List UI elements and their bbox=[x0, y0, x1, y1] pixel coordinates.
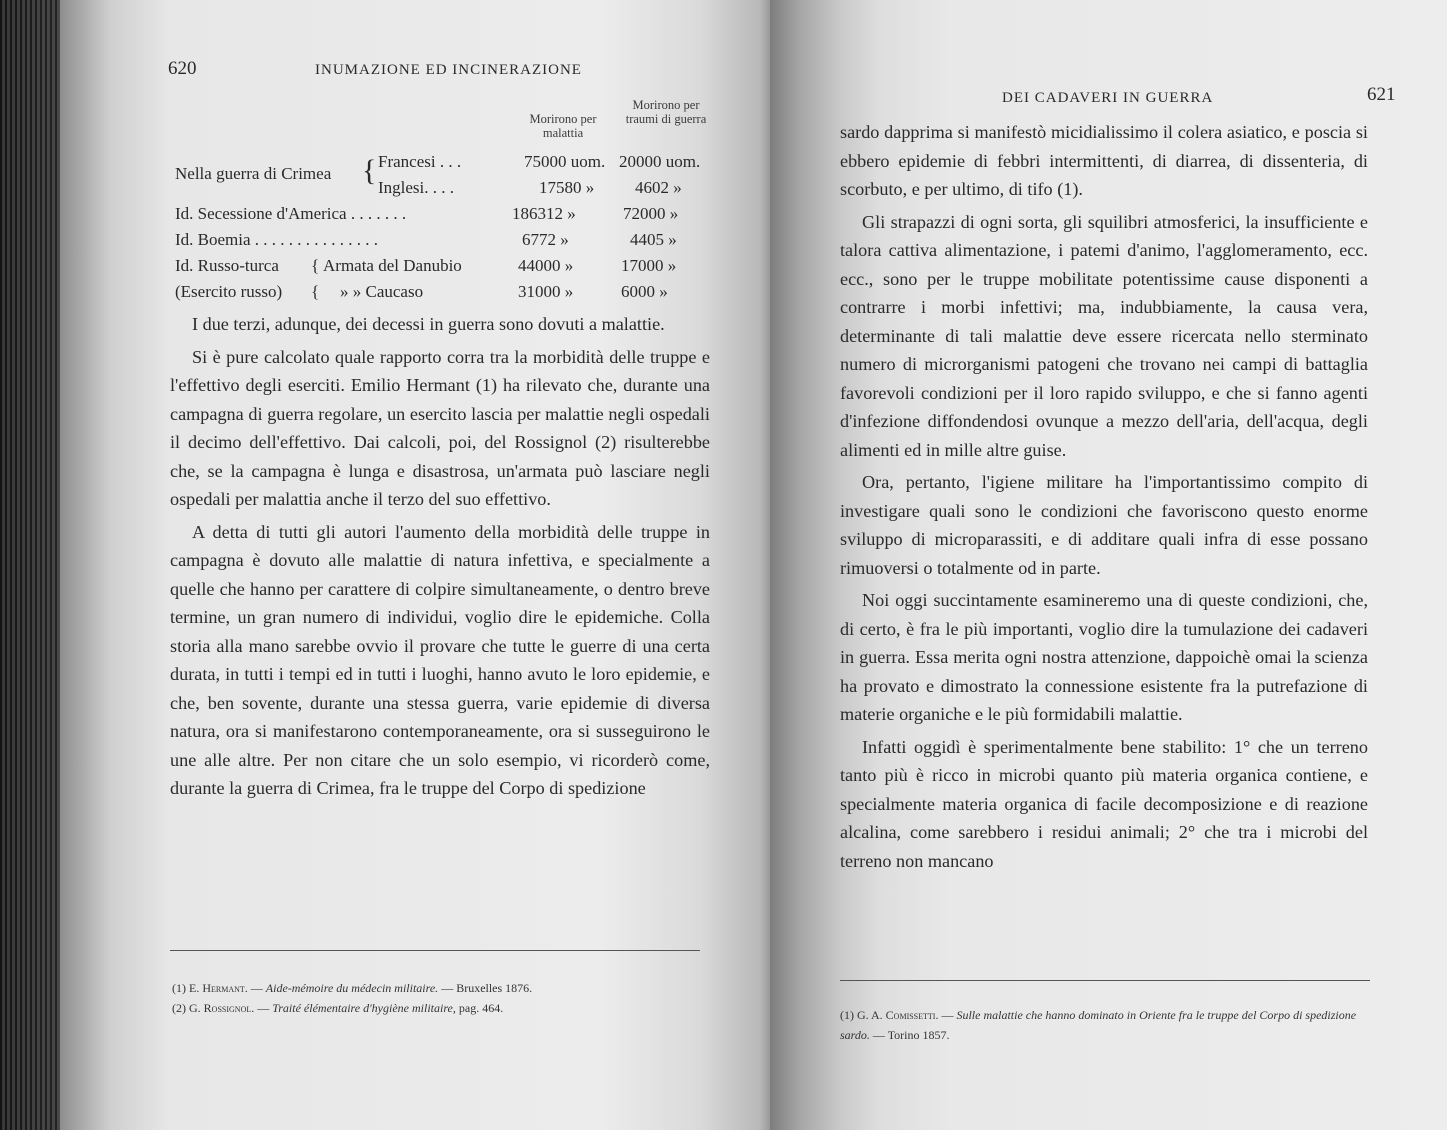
brace: { bbox=[311, 256, 320, 275]
left-body-text bbox=[170, 310, 710, 803]
table-row-crimea bbox=[175, 152, 715, 202]
paragraph: Ora, pertanto, l'igiene militare ha l'importantissimo compito di investigare quali sono le condizioni che favoriscono questo enorme sviluppo di microparassiti, e di additare quali infra di esse possano rimuoversi o totalmente od in parte. bbox=[840, 472, 1368, 578]
row-label: Inglesi. . . . bbox=[378, 178, 455, 197]
footnote-rest: — Torino 1857. bbox=[872, 1028, 950, 1042]
row-value-2: 72000 » bbox=[623, 204, 679, 223]
crimea-label: Nella guerra di Crimea bbox=[175, 164, 332, 183]
footnote-rest: pag. 464. bbox=[458, 1001, 504, 1015]
right-body-text bbox=[840, 118, 1368, 875]
row-value-1: 6772 » bbox=[522, 230, 569, 249]
paragraph: Gli strapazzi di ogni sorta, gli squilibri atmosferici, la insufficiente e talora cattiva alimentazione, i patemi d'animo, l'agglomeramento, ecc. ecc., sono per le truppe mobilitate potentissime cause disponenti a contrarre i morbi infettivi; ma, indubbiamente, la causa vera, determinante di tali malattie deve essere ricercata nello sterminato numero di microrganismi patogeni che trovano nei campi di battaglia favorevoli condizioni per il loro rapido sviluppo, e che si fanno agenti d'infezione diffondendosi ovunque a mezzo dell'aria, dell'acqua, degli alimenti ed in mille altre guise. bbox=[840, 211, 1368, 460]
paragraph: I due terzi, adunque, dei decessi in guerra sono dovuti a malattie. bbox=[192, 314, 665, 334]
row-label: Francesi . . . bbox=[378, 152, 462, 171]
row-value-1: 31000 » bbox=[518, 282, 574, 301]
footnote-mark: (1) bbox=[840, 1008, 854, 1022]
paragraph: Infatti oggidì è sperimentalmente bene stabilito: 1° che un terreno tanto più è ricco in microbi quanto più materia organica contiene, e specialmente materia organica di facile decomposizione e di reazione alcalina, come sarebbero i residui animali; 2° che tra i microbi del terreno non mancano bbox=[840, 736, 1368, 871]
row-value-1: 17580 » bbox=[539, 178, 595, 197]
row-value-2: 6000 » bbox=[621, 282, 668, 301]
right-page bbox=[770, 0, 1447, 1130]
brace: { bbox=[311, 282, 320, 301]
right-running-head: DEI CADAVERI IN GUERRA bbox=[1002, 90, 1214, 106]
paragraph: A detta di tutti gli autori l'aumento della morbidità delle truppe in campagna è dovuto alle malattie di natura infettiva, e specialmente a quelle che hanno per carattere di colpire simultaneamente, o dentro breve termine, un gran numero di individui, voglio dire le epidemiche. Colla storia alla mano sarebbe ovvio il provare che tutte le guerre di una certa durata, in tutti i tempi ed in tutti i luoghi, hanno avuto le loro epidemie, e che, ben sovente, durante una stessa guerra, varie epidemie di diversa natura, ora si manifestarono contemporaneamente, ora si susseguirono le une alle altre. Per non citare che un solo esempio, vi ricorderò come, durante la guerra di Crimea, fra le truppe del Corpo di spedizione bbox=[170, 521, 710, 798]
left-running-head: INUMAZIONE ED INCINERAZIONE bbox=[315, 62, 582, 78]
row-value-2: 4602 » bbox=[635, 178, 682, 197]
footnote-title: Aide-mémoire du médecin militaire. bbox=[265, 981, 439, 995]
paragraph: sardo dapprima si manifestò micidialissimo il colera asiatico, e poscia si ebbero epidemie di febbri intermittenti, di diarrea, di dissenteria, di scorbuto, e per ultimo, di tifo (1). bbox=[840, 122, 1368, 199]
footnote-rule bbox=[840, 980, 1370, 981]
row-value-2: 20000 uom. bbox=[619, 152, 701, 171]
footnote-rule bbox=[170, 950, 700, 951]
row-value-2: 4405 » bbox=[630, 230, 677, 249]
table-row bbox=[175, 256, 715, 282]
table-row bbox=[175, 204, 715, 230]
row-label: Id. Boemia . . . . . . . . . . . . . . . bbox=[175, 230, 379, 249]
footnote-title: Sulle malattie che hanno dominato in Oriente fra le truppe del Corpo di spedizione sardo. bbox=[840, 1008, 1357, 1042]
row-value-1: 75000 uom. bbox=[524, 152, 606, 171]
footnote: (1) E. Hermant. — Aide-mémoire du médecin militaire. — Bruxelles 1876. bbox=[172, 981, 533, 995]
paragraph: Noi oggi succintamente esamineremo una di queste condizioni, che, di certo, è fra le più importanti, voglio dire la tumulazione dei cadaveri in guerra. Essa merita ogni nostra attenzione, dappoichè omai la scienza ha provato e dimostrato la connessione esistente fra la putrefazione di materie organiche e le più formidabili malattie. bbox=[840, 590, 1368, 724]
brace: { bbox=[362, 154, 377, 187]
row-sublabel: Armata del Danubio bbox=[323, 256, 462, 275]
col2-header: Morirono per traumi di guerra bbox=[625, 98, 707, 126]
footnote-title: Traité élémentaire d'hygiène militaire, bbox=[272, 1001, 456, 1015]
footnote-rest: — Bruxelles 1876. bbox=[441, 981, 533, 995]
row-value-2: 17000 » bbox=[621, 256, 677, 275]
col1-header: Morirono per malattia bbox=[529, 112, 597, 140]
paragraph: Si è pure calcolato quale rapporto corra tra la morbidità delle truppe e l'effettivo degli eserciti. Emilio Hermant (1) ha rilevato che, durante una campagna di guerra regolare, un esercito lascia per malattie negli ospedali il decimo dell'effettivo. Dai calcoli, poi, del Rossignol (2) risulterebbe che, se la campagna è lunga e disastrosa, un'armata può lasciare negli ospedali per malattia anche il terzo del suo effettivo. bbox=[170, 346, 710, 509]
footnote: (1) G. A. Comissetti. — Sulle malattie che hanno dominato in Oriente fra le truppe del Corpo di spedizione sardo. — Torino 1857. bbox=[840, 1008, 1357, 1042]
row-label: Id. Secessione d'America . . . . . . . bbox=[175, 204, 407, 223]
row-value-1: 186312 » bbox=[512, 204, 576, 223]
right-page-number: 621 bbox=[1367, 84, 1396, 105]
row-sublabel: » » Caucaso bbox=[340, 282, 424, 301]
footnote-author: E. Hermant. bbox=[189, 981, 248, 995]
row-label: Id. Russo-turca bbox=[175, 256, 279, 275]
table-row bbox=[175, 230, 715, 256]
footnote-author: G. Rossignol. bbox=[189, 1001, 255, 1015]
row-value-1: 44000 » bbox=[518, 256, 574, 275]
footnote-mark: (2) bbox=[172, 1001, 186, 1015]
footnote: (2) G. Rossignol. — Traité élémentaire d'hygiène militaire, pag. 464. bbox=[172, 1001, 504, 1015]
footnote-mark: (1) bbox=[172, 981, 186, 995]
left-page-number: 620 bbox=[168, 58, 197, 79]
footnote-author: G. A. Comissetti. bbox=[857, 1008, 939, 1022]
table-row bbox=[175, 282, 715, 308]
row-label: (Esercito russo) bbox=[175, 282, 283, 301]
page-edges bbox=[0, 0, 60, 1130]
